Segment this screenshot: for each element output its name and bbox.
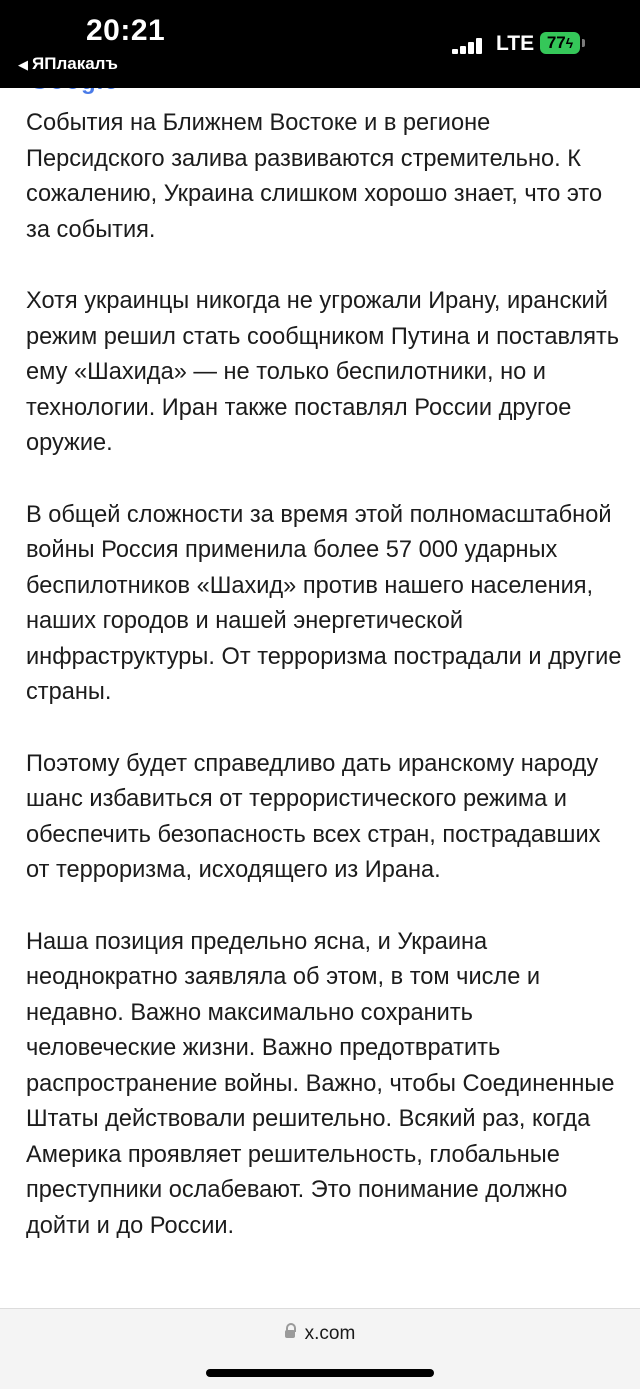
article-paragraph: Поэтому будет справедливо дать иранскому народу шанс избавиться от террористического режима и обеспечить безопасность всех стран, пострадавших от терроризма, исходящего из Ирана. [26, 750, 601, 883]
signal-icon [452, 38, 486, 54]
lock-icon [285, 1330, 295, 1338]
network-label: LTE [496, 32, 535, 55]
status-time: 20:21 [86, 14, 166, 47]
back-app-label: ЯПлакалъ [32, 54, 118, 73]
home-indicator[interactable] [206, 1369, 434, 1377]
charging-bolt-icon: ϟ [565, 35, 574, 51]
article-paragraph: Хотя украинцы никогда не угрожали Ирану, иранский режим решил стать сообщником Путина и поставлять ему «Шахида» — не только беспилотники, но и технологии. Иран также поставлял России другое оружие. [26, 288, 620, 456]
url-text: x.com [304, 1323, 356, 1344]
article-content [26, 106, 626, 1308]
battery-level: 77 [546, 33, 566, 52]
article-paragraph: Наша позиция предельно ясна, и Украина неоднократно заявляла об этом, в том числе и недавно. Важно максимально сохранить человеческие жизни. Важно предотвратить распространение войны. Важно, чтобы Соединенные Штаты действовали решительно. Всякий раз, когда Америка проявляет решительность, глобальные преступники ослабевают. Это понимание должно дойти и до России. [26, 928, 615, 1239]
battery-icon [540, 32, 580, 54]
back-arrow-icon: ◀ [18, 57, 28, 72]
battery-tip [582, 39, 585, 47]
browser-bottom-bar [0, 1308, 640, 1389]
status-bar [0, 0, 640, 88]
back-to-app-button[interactable] [18, 54, 118, 74]
article-paragraph: События на Ближнем Востоке и в регионе Персидского залива развиваются стремительно. К сожалению, Украина слишком хорошо знает, что это за события. [26, 110, 603, 243]
article-paragraph: В общей сложности за время этой полномасштабной войны Россия применила более 57 000 ударных беспилотников «Шахид» против нашего населения, наших городов и нашей энергетической инфраструктуры. От терроризма пострадали и другие страны. [26, 501, 622, 705]
address-bar[interactable] [0, 1323, 640, 1345]
